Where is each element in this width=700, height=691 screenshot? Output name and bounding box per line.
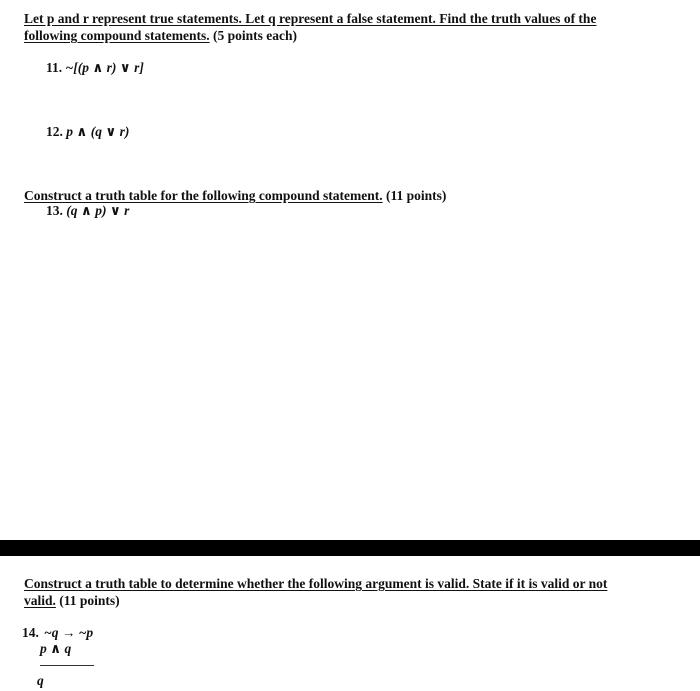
instruction-line-1: Let p and r represent true statements. Let q represent a false statement. Find the truth values of the	[24, 11, 597, 26]
problem-number: 11.	[46, 60, 63, 75]
argument-conclusion-line	[40, 665, 94, 666]
points-label: (11 points)	[55, 593, 120, 608]
problem-number: 13.	[46, 203, 63, 218]
instruction-line-2	[24, 27, 297, 44]
points-label: (5 points each)	[209, 28, 298, 43]
problem-14-number: 14.	[22, 625, 39, 640]
instruction-truth-table	[24, 187, 446, 204]
problem-expression: ~[(p ∧ r) ∨ r]	[65, 60, 144, 75]
instruction-argument-line-1: Construct a truth table to determine whether the following argument is valid. State if it is valid or not	[24, 576, 608, 591]
problem-11	[46, 60, 144, 76]
problem-13	[46, 203, 129, 219]
points-label: (11 points)	[382, 188, 447, 203]
instruction-underlined-text: Construct a truth table for the following compound statement.	[24, 188, 383, 203]
page-divider	[0, 540, 700, 556]
problem-14-premise-1	[44, 625, 93, 641]
problem-expression: (q ∧ p) ∨ r	[66, 203, 130, 218]
problem-14-premise-2	[40, 641, 71, 657]
problem-expression: p ∧ (q ∨ r)	[66, 124, 130, 139]
instruction-underlined-text: valid.	[24, 593, 56, 608]
instruction-argument-line-2	[24, 592, 120, 609]
problem-14-conclusion	[37, 673, 44, 689]
problem-number: 12.	[46, 124, 63, 139]
conclusion-expression: q	[37, 673, 44, 688]
premise-expression: ~q → ~p	[44, 625, 94, 640]
problem-12	[46, 124, 129, 140]
premise-expression: p ∧ q	[40, 641, 72, 656]
instruction-underlined-text: following compound statements.	[24, 28, 210, 43]
